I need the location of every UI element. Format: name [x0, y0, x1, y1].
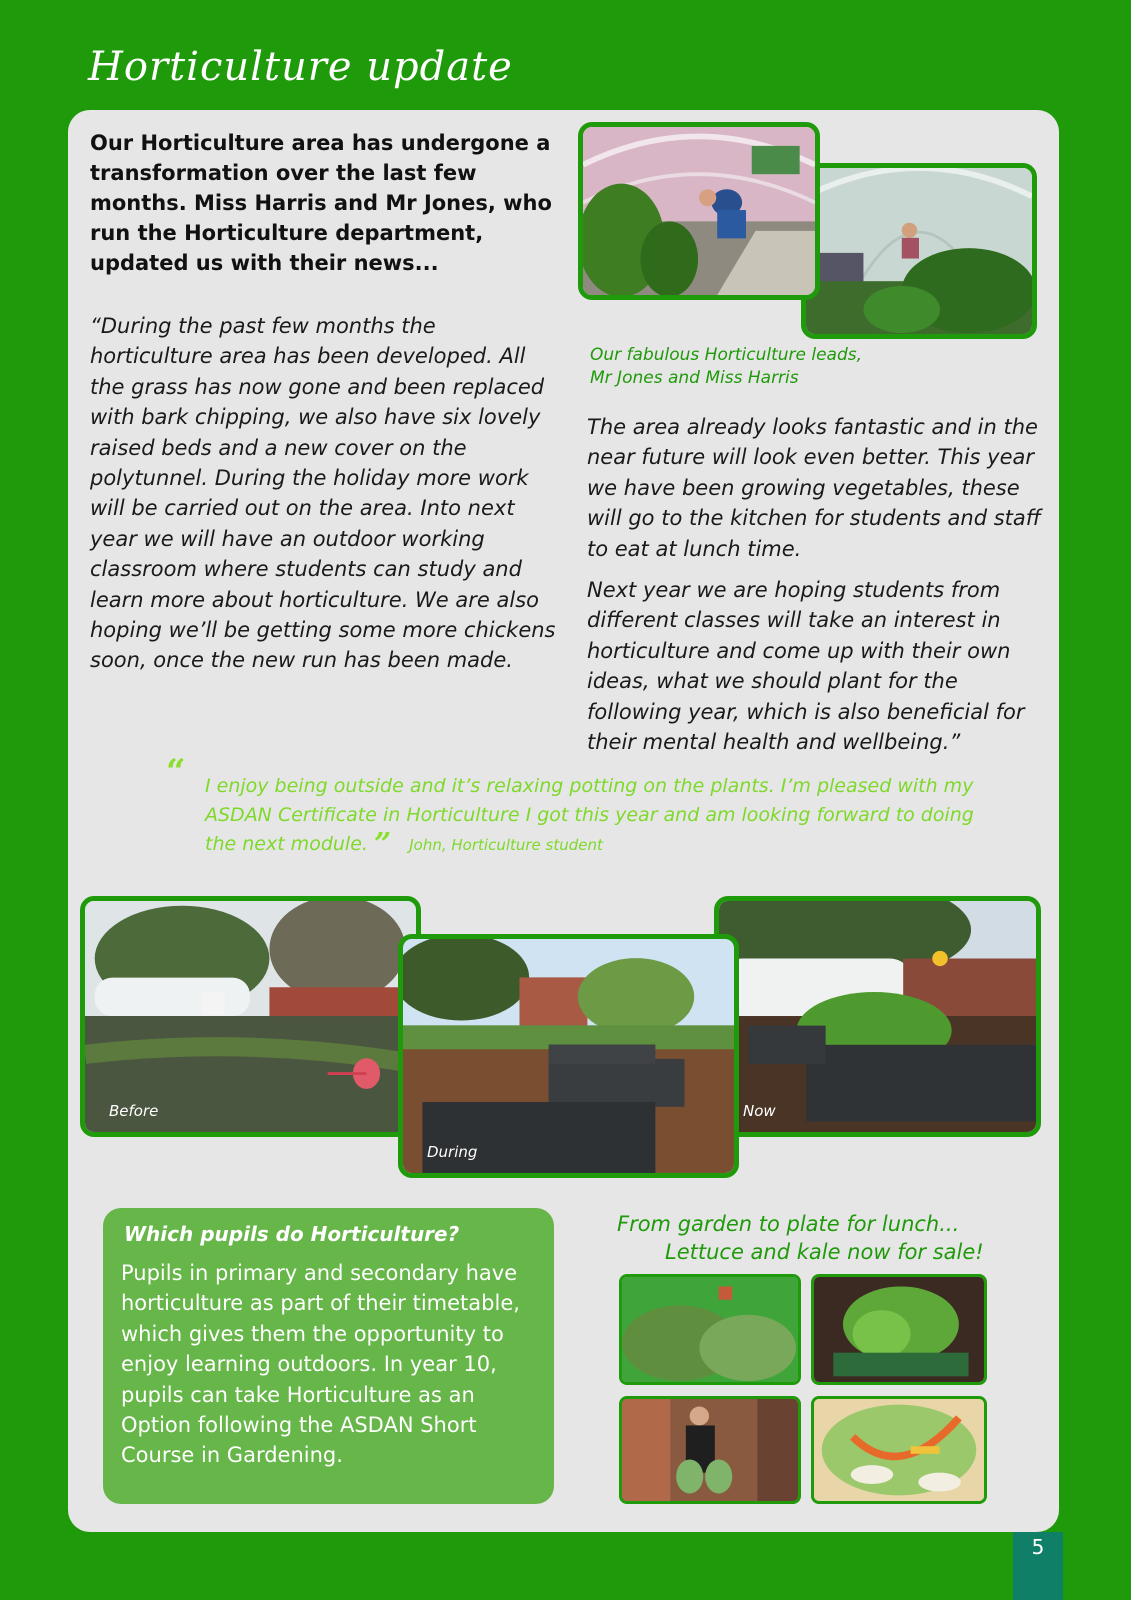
salad-photo — [814, 1399, 984, 1501]
intro-text: Our Horticulture area has undergone a transformation over the last few months. Miss Harris and Mr Jones, who run the Horticulture department, updated us with their news... — [90, 131, 552, 275]
staff-quote-left: “During the past few months the horticulture area has been developed. All the grass has now gone and been replaced with bark chipping, we also have six lovely raised beds and a new cover on the polytunnel. During the holiday more work will be carried out on the area. Into next year we will have an outdoor working classroom where students can study and learn more about horticulture. We are also hoping we’ll be getting some more chickens soon, once the new run has been made. — [90, 314, 556, 673]
student-quote-text: I enjoy being outside and it’s relaxing potting on the plants. I’m pleased with my ASDAN Certificate in Horticulture I got this year and am looking forward to doing the next module. — [205, 775, 974, 855]
lettuce-photo-2 — [814, 1277, 984, 1382]
photo-during — [398, 934, 739, 1178]
caption-line-2: Mr Jones and Miss Harris — [590, 368, 799, 388]
info-box — [103, 1208, 554, 1504]
garden-during-photo — [403, 939, 734, 1173]
page-title: Horticulture update — [88, 44, 513, 90]
student-quote — [205, 772, 995, 860]
chef-photo — [622, 1399, 798, 1501]
caption-line-1: Our fabulous Horticulture leads, — [590, 345, 863, 365]
photo-now — [714, 896, 1041, 1137]
before-label: Before — [109, 1102, 159, 1120]
info-body: Pupils in primary and secondary have horticulture as part of their timetable, which gives them the opportunity to enjoy learning outdoors. In year 10, pupils can take Horticulture as an Option following the ASDAN Short Course in Gardening. — [121, 1261, 520, 1468]
photo-caption — [590, 344, 910, 390]
page-number: 5 — [1013, 1532, 1063, 1600]
photo-before — [80, 896, 421, 1137]
quote-attribution: John, Horticulture student — [409, 836, 603, 854]
staff-quote-right-2: Next year we are hoping students from different classes will take an interest in horticulture and come up with their own ideas, what we should plant for the following year, which is also beneficial for their mental health and wellbeing.” — [587, 578, 1025, 755]
lunch-heading — [617, 1210, 1017, 1266]
garden-before-photo — [85, 901, 416, 1132]
photo-lettuce-1 — [619, 1274, 801, 1385]
photo-miss-harris — [801, 163, 1037, 339]
photo-chef — [619, 1396, 801, 1504]
lunch-line-1: From garden to plate for lunch... — [617, 1212, 960, 1236]
photo-salad — [811, 1396, 987, 1504]
polytunnel-photo-2 — [806, 168, 1032, 334]
close-quote-icon: ” — [373, 827, 392, 862]
photo-mr-jones — [578, 122, 820, 300]
staff-quote-right-1: The area already looks fantastic and in the near future will look even better. This year we have been growing vegetables, these will go to the kitchen for students and staff to eat at lunch time. — [587, 415, 1041, 561]
polytunnel-photo-1 — [583, 127, 815, 295]
info-heading: Which pupils do Horticulture? — [124, 1222, 460, 1246]
during-label: During — [427, 1143, 478, 1161]
open-quote-icon: “ — [166, 752, 186, 792]
garden-now-photo — [719, 901, 1036, 1132]
now-label: Now — [743, 1102, 776, 1120]
lunch-line-2: Lettuce and kale now for sale! — [665, 1240, 984, 1264]
lettuce-photo-1 — [622, 1277, 798, 1382]
photo-lettuce-2 — [811, 1274, 987, 1385]
